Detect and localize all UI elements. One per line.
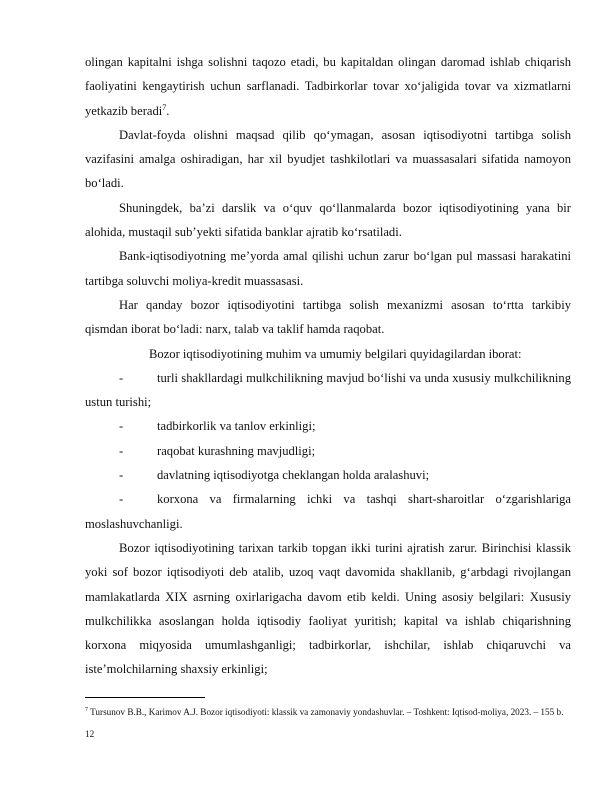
footnote bbox=[85, 703, 571, 721]
footnote-separator bbox=[85, 697, 205, 698]
list-item bbox=[85, 414, 571, 438]
list-item-text: davlatning iqtisodiyotga cheklangan holda aralashuvi; bbox=[157, 468, 430, 483]
bullet-dash: - bbox=[119, 468, 124, 483]
bullet-dash: - bbox=[119, 443, 124, 458]
bullet-dash: - bbox=[119, 370, 124, 385]
page-body bbox=[85, 50, 571, 682]
bullet-dash: - bbox=[119, 492, 124, 507]
page-number: 12 bbox=[85, 729, 95, 739]
paragraph-1 bbox=[85, 50, 571, 123]
list-item bbox=[85, 439, 571, 463]
list-item bbox=[85, 487, 571, 536]
paragraph-2: Davlat-foyda olishni maqsad qilib qo‘ymagan, asosan iqtisodiyotni tartibga solish vazifasini amalga oshiradigan, har xil byudjet tashkilotlari va muassasalari sifatida namoyon bo‘ladi. bbox=[85, 127, 571, 191]
footnote-text: Tursunov B.B., Karimov A.J. Bozor iqtisodiyoti: klassik va zamonaviy yondashuvlar. – Toshkent: Iqtisod-moliya, 2023. – 155 b. bbox=[88, 707, 564, 717]
paragraph-7: Bozor iqtisodiyotining tarixan tarkib topgan ikki turini ajratish zarur. Birinchisi klassik yoki sof bozor iqtisodiyoti deb atalib, uzoq vaqt davomida shakllanib, g‘arbdagi rivojlangan mamlakatlarda XIX asrning oxirlarigacha davom etib keldi. Uning asosiy belgilari: Xususiy mulkchilikka asoslangan holda iqtisodiy faoliyat yuritish; kapital va ishlab chiqarishning korxona miqyosida umumlashganligi; tadbirkorlar, ishchilar, ishlab chiqaruvchi va iste’molchilarning shaxsiy erkinligi; bbox=[85, 540, 571, 677]
paragraph-5: Har qanday bozor iqtisodiyotini tartibga solish mexanizmi asosan to‘rtta tarkibiy qismdan iborat bo‘ladi: narx, talab va taklif hamda raqobat. bbox=[85, 297, 571, 337]
list-item bbox=[85, 463, 571, 487]
list-item-text: tadbirkorlik va tanlov erkinligi; bbox=[157, 419, 316, 434]
paragraph-4: Bank-iqtisodiyotning me’yorda amal qilishi uchun zarur bo‘lgan pul massasi harakatini tartibga soluvchi moliya-kredit muassasasi. bbox=[85, 249, 571, 288]
list-item-text: korxona va firmalarning ichki va tashqi shart-sharoitlar o‘zgarishlariga moslashuvchanligi. bbox=[85, 492, 571, 531]
list-item bbox=[85, 366, 571, 415]
paragraph-1-text: olingan kapitalni ishga solishni taqozo etadi, bu kapitaldan olingan daromad ishlab chiqarish faoliyatini kengaytirish uchun sarflanadi. Tadbirkorlar tovar xo‘jaligida tovar va xizmatlarni yetkazib beradi bbox=[85, 55, 571, 118]
bullet-dash: - bbox=[119, 419, 124, 434]
footnote-ref-7[interactable]: 7 bbox=[162, 102, 167, 112]
list-item-text: raqobat kurashning mavjudligi; bbox=[157, 443, 316, 458]
paragraph-3: Shuningdek, ba’zi darslik va o‘quv qo‘llanmalarda bozor iqtisodiyotining yana bir alohida, mustaqil sub’yekti sifatida banklar ajratib ko‘rsatiladi. bbox=[85, 200, 571, 240]
paragraph-1-end: . bbox=[166, 103, 170, 118]
list-item-text: turli shakllardagi mulkchilikning mavjud bo‘lishi va unda xususiy mulkchilikning ustun turishi; bbox=[85, 370, 571, 410]
paragraph-6: Bozor iqtisodiyotining muhim va umumiy belgilari quyidagilardan iborat: bbox=[149, 346, 522, 361]
footnote-number: 7 bbox=[85, 706, 88, 713]
